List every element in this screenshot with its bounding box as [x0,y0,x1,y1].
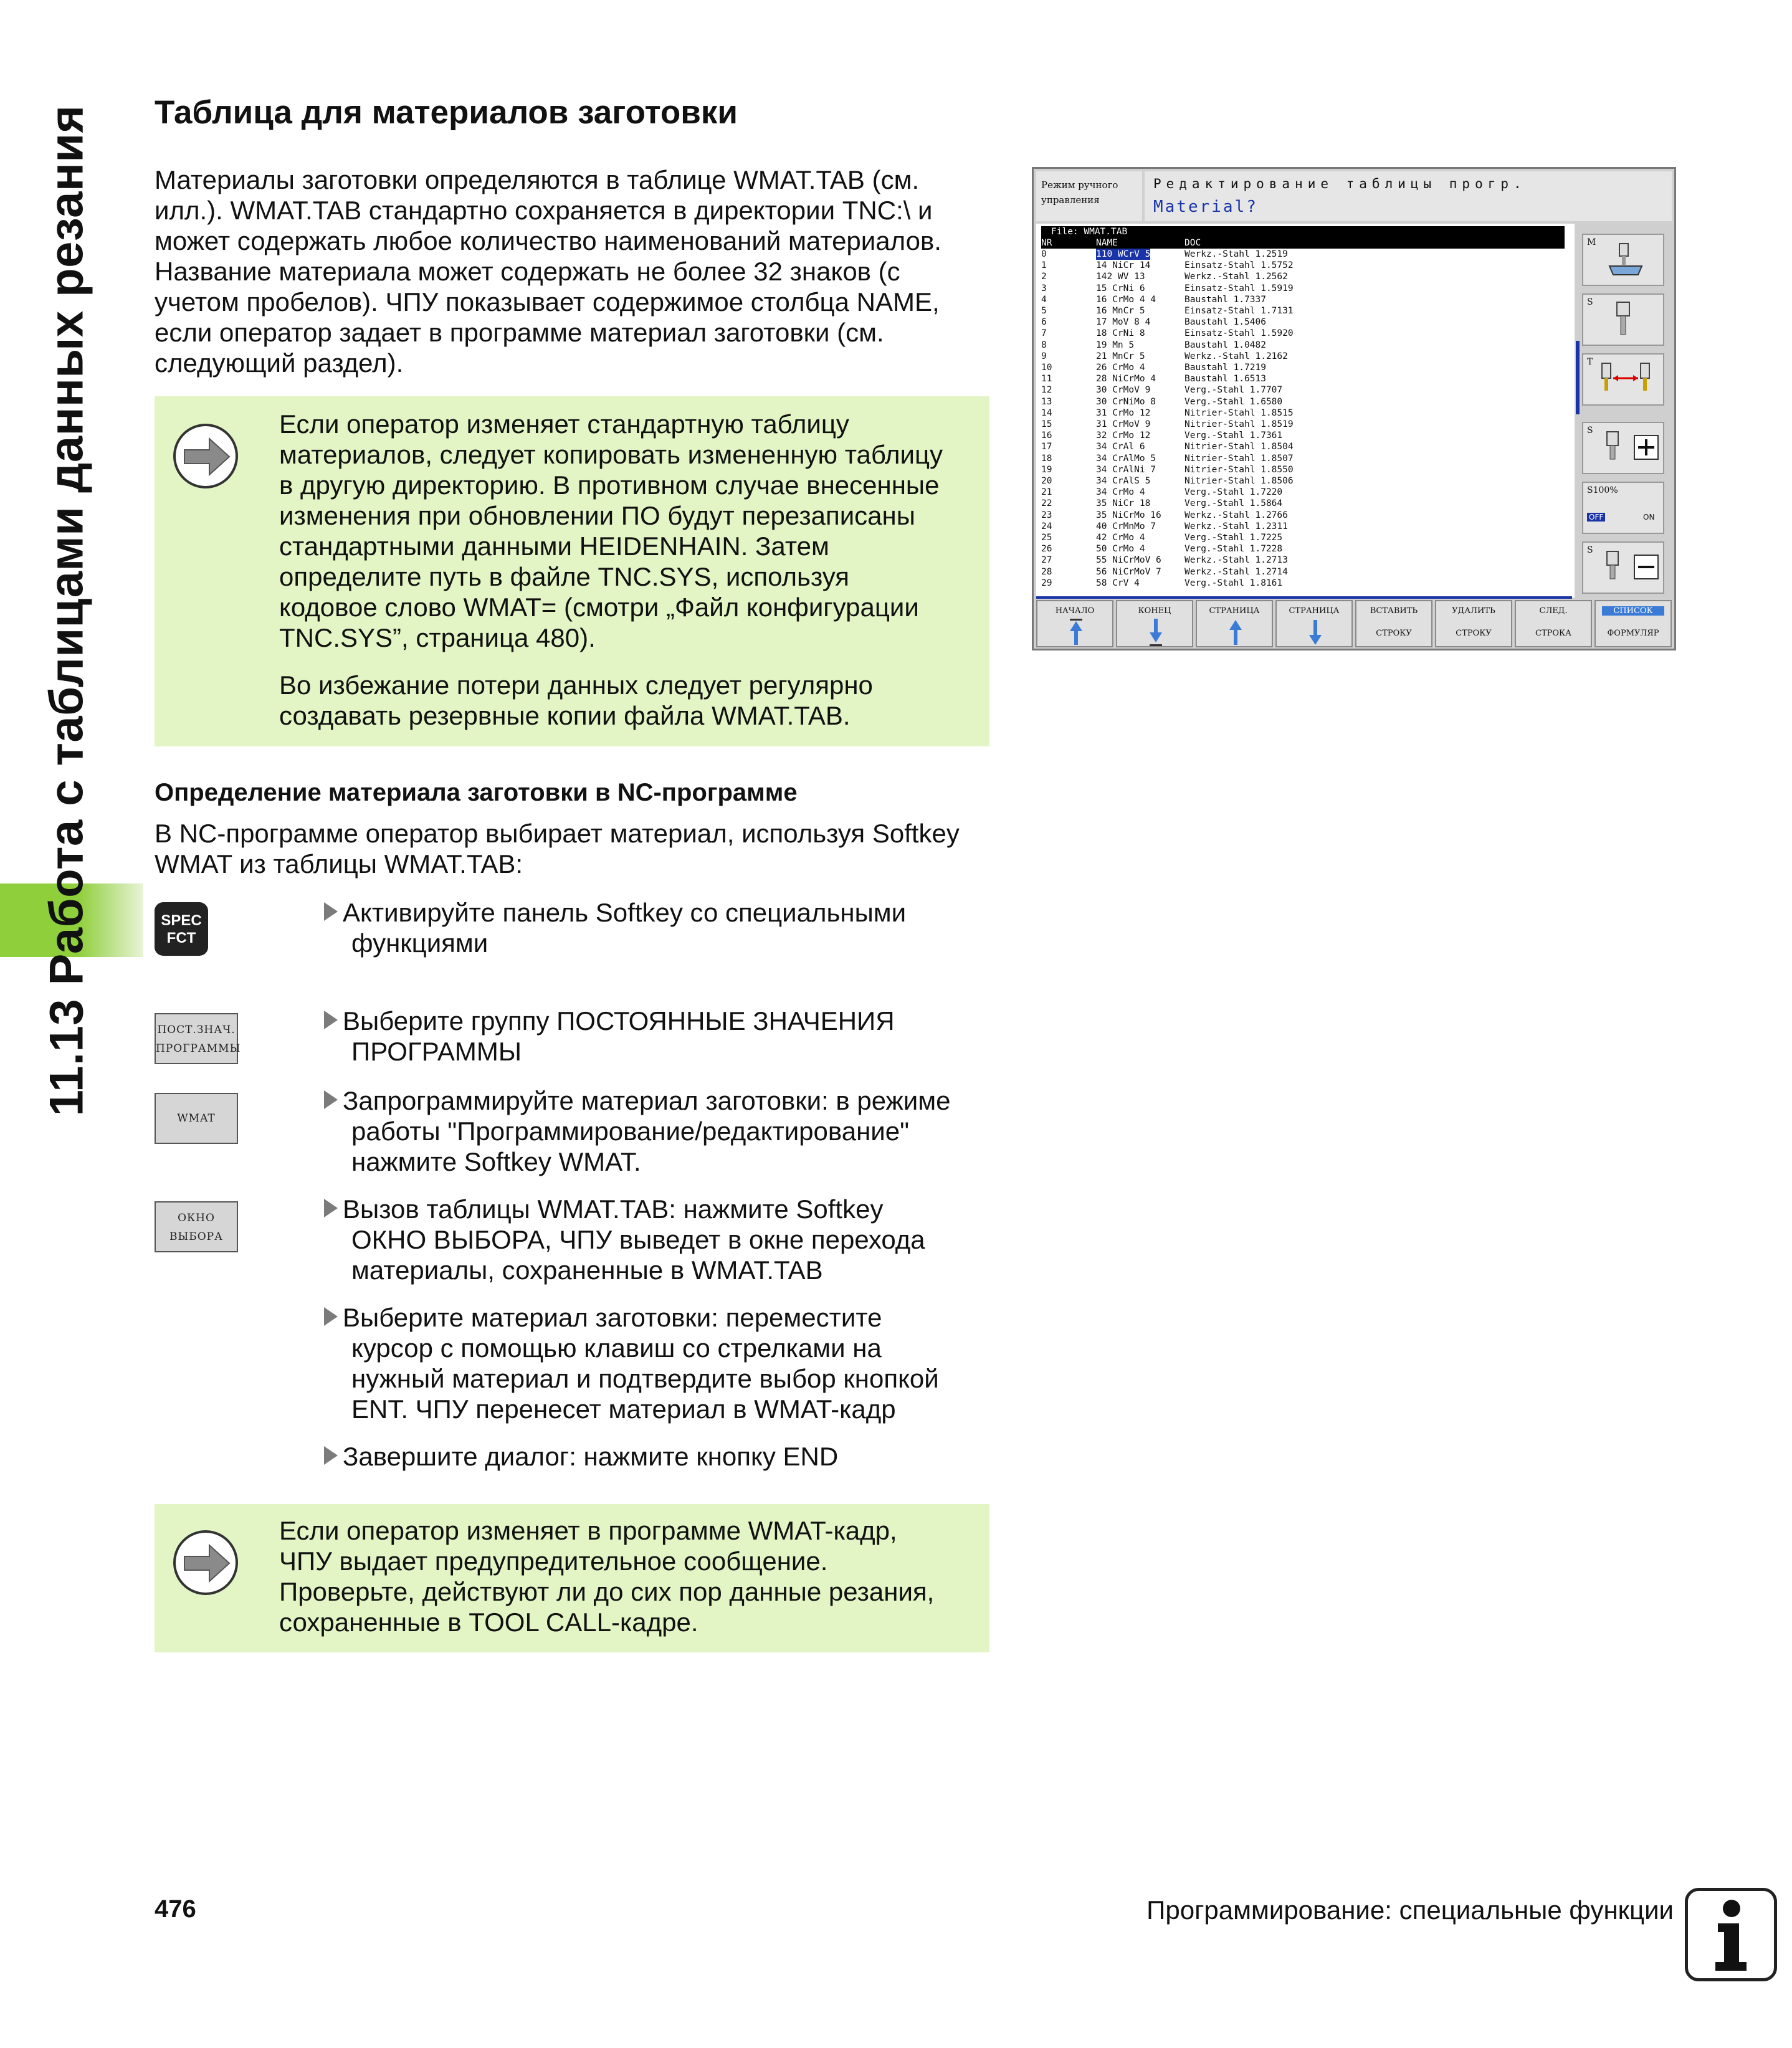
cnc-cell-name: 50 CrMo 4 [1096,544,1145,555]
cnc-cell-name: 42 CrMo 4 [1096,533,1145,543]
cnc-on-label: ON [1643,513,1655,522]
okno-vybora-softkey[interactable]: ОКНО ВЫБОРА [155,1201,238,1252]
cnc-cell-name: 30 CrNiMo 8 [1096,396,1156,407]
step-3: Запрограммируйте материал заготовки: в режиме работы "Программирование/редактирование" нажмите Softkey WMAT. [324,1085,1009,1177]
bullet-triangle-icon [324,1011,338,1029]
cnc-cell-nr: 29 [1041,578,1052,588]
cnc-cell-doc: Verg.-Stahl 1.8161 [1184,578,1283,588]
cnc-cell-nr: 2 [1041,272,1047,282]
footer-title: Программирование: специальные функции [1146,1895,1674,1925]
cnc-side-key-m[interactable]: M [1582,234,1664,286]
cnc-cell-name: 26 CrMo 4 [1096,363,1145,373]
cnc-cell-name: 32 CrMo 12 [1096,431,1151,441]
cnc-cell-doc: Werkz.-Stahl 1.2519 [1184,249,1288,259]
cnc-side-key-s-plus[interactable]: S [1582,422,1664,474]
cnc-cell-doc: Verg.-Stahl 1.7707 [1184,385,1283,396]
arrow-down-icon [1148,619,1163,646]
cnc-cell-name: 21 MnCr 5 [1096,351,1145,361]
cnc-cell-name: 34 CrAlMo 5 [1096,453,1156,464]
cnc-material-table [1036,224,1575,598]
cnc-softkey-end[interactable]: КОНЕЦ [1116,600,1193,647]
cnc-cell-doc: Baustahl 1.5406 [1184,317,1266,328]
arrow-down-icon [1308,619,1323,646]
cnc-cell-name: 55 NiCrMoV 6 [1096,555,1161,566]
cnc-cell-nr: 10 [1041,363,1052,373]
cnc-softkey-delete-row[interactable]: УДАЛИТЬ СТРОКУ [1435,600,1512,647]
cnc-cell-name: 16 CrMo 4 4 [1096,294,1156,305]
arrow-up-icon [1069,619,1084,646]
cnc-cell-nr: 28 [1041,566,1052,577]
cnc-mode-label: Режим ручного управления [1036,171,1142,221]
step-4: Вызов таблицы WMAT.TAB: нажмите Softkey ОКНО ВЫБОРА, ЧПУ выведет в окне перехода материалы, сохраненные в WMAT.TAB [324,1194,1009,1285]
cnc-cell-nr: 25 [1041,533,1052,543]
cnc-cell-doc: Werkz.-Stahl 1.2766 [1184,510,1288,520]
cnc-cell-name: 56 NiCrMoV 7 [1096,566,1161,577]
cnc-cell-name: 34 CrMo 4 [1096,487,1145,498]
cnc-cell-doc: Verg.-Stahl 1.7225 [1184,533,1283,543]
cnc-cell-doc: Verg.-Stahl 1.6580 [1184,396,1283,407]
cnc-cell-name: 28 NiCrMo 4 [1096,374,1156,384]
cnc-screen [1032,167,1676,650]
cnc-cell-doc: Werkz.-Stahl 1.2714 [1184,566,1288,577]
cnc-cell-doc: Einsatz-Stahl 1.5919 [1184,283,1294,293]
note-box-2 [155,1504,989,1652]
bullet-triangle-icon [324,1446,338,1465]
cnc-softkey-page-down[interactable]: СТРАНИЦА [1275,600,1353,647]
cnc-cell-name: 30 CrMoV 9 [1096,385,1151,396]
cnc-cell-name: 19 Mn 5 [1096,340,1135,350]
cnc-cell-name: 35 NiCr 18 [1096,498,1151,509]
cnc-cell-name: 142 WV 13 [1096,272,1145,282]
cnc-cell-nr: 14 [1041,407,1052,418]
cnc-side-key-s-minus[interactable]: S [1582,541,1664,594]
info-icon [1685,1888,1777,1981]
cnc-cell-nr: 12 [1041,385,1052,396]
cnc-cell-doc: Baustahl 1.0482 [1184,340,1266,350]
cnc-prompt: Material? [1153,198,1258,216]
cnc-cell-nr: 22 [1041,498,1052,509]
bullet-triangle-icon [324,1090,338,1109]
cnc-cell-nr: 4 [1041,294,1047,305]
cnc-cell-doc: Werkz.-Stahl 1.2562 [1184,272,1288,282]
cnc-softkey-insert-row[interactable]: ВСТАВИТЬ СТРОКУ [1355,600,1432,647]
cnc-cell-nr: 7 [1041,328,1047,339]
cnc-cell-name: 15 CrNi 6 [1096,283,1145,293]
bullet-triangle-icon [324,1307,338,1326]
cnc-cell-doc: Einsatz-Stahl 1.5920 [1184,328,1294,339]
cnc-cell-nr: 0 [1041,249,1047,259]
cnc-softkey-page-up[interactable]: СТРАНИЦА [1196,600,1273,647]
cnc-cell-nr: 18 [1041,453,1052,464]
cnc-side-indicator [1576,341,1580,414]
cnc-cell-nr: 21 [1041,487,1052,498]
cnc-cell-doc: Werkz.-Stahl 1.2713 [1184,555,1288,566]
cnc-cell-name: 18 CrNi 8 [1096,328,1145,339]
arrow-right-icon [173,424,238,488]
cnc-cell-name: 14 NiCr 14 [1096,260,1151,271]
cnc-cell-name: 34 CrAl 6 [1096,442,1145,452]
cnc-cell-doc: Einsatz-Stahl 1.5752 [1184,260,1294,271]
cnc-cell-doc: Werkz.-Stahl 1.2162 [1184,351,1288,361]
cnc-softkey-bar [1036,600,1674,647]
note-1-text: Если оператор изменяет стандартную таблицу материалов, следует копировать измененную таблицу в другую директорию. В противном случае внесенные изменения при обновлении ПО будут перезаписаны стандартными данными HEIDENHAIN. Затем определите путь в файле TNC.SYS, используя кодовое слово WMAT= (смотри „Файл конфигурации TNC.SYS”, страница 480). Во избежание потери данных следует регулярно создавать резервные копии файла WMAT.TAB. [279,409,943,730]
cnc-cell-name: 34 CrAlS 5 [1096,476,1151,486]
cnc-dialog-title: Редактирование таблицы прогр. [1153,176,1527,191]
cnc-softkey-next-row[interactable]: СЛЕД. СТРОКА [1515,600,1592,647]
cnc-cell-nr: 8 [1041,340,1047,350]
arrow-up-icon [1228,619,1243,646]
cnc-cell-doc: Nitrier-Stahl 1.8507 [1184,453,1294,464]
cnc-table-header: NR NAME DOC [1041,237,1565,249]
page-heading: Таблица для материалов заготовки [155,94,738,131]
cnc-cell-doc: Verg.-Stahl 1.7361 [1184,431,1283,441]
arrow-right-icon [173,1530,238,1595]
cnc-bottom-line [1036,596,1572,599]
cnc-cell-doc: Baustahl 1.6513 [1184,374,1266,384]
cnc-cell-nr: 6 [1041,317,1047,328]
note-2-text: Если оператор изменяет в программе WMAT-кадр, ЧПУ выдает предупредительное сообщение. Проверьте, действуют ли до сих пор данные резания, сохраненные в TOOL CALL-кадре. [279,1516,935,1637]
cnc-cell-nr: 20 [1041,476,1052,486]
cnc-cell-nr: 15 [1041,419,1052,429]
cnc-cell-doc: Nitrier-Stahl 1.8550 [1184,464,1294,475]
cnc-cell-name: 34 CrAlNi 7 [1096,464,1156,475]
cnc-cell-nr: 27 [1041,555,1052,566]
cnc-off-label: OFF [1587,513,1605,522]
cnc-cell-doc: Einsatz-Stahl 1.7131 [1184,306,1294,316]
bullet-triangle-icon [324,1199,338,1217]
step-2: Выберите группу ПОСТОЯННЫЕ ЗНАЧЕНИЯ ПРОГРАММЫ [324,1006,1009,1067]
cnc-cell-nr: 23 [1041,510,1052,520]
cnc-cell-nr: 16 [1041,431,1052,441]
cnc-cell-name: 40 CrMnMo 7 [1096,521,1156,531]
step-6: Завершите диалог: нажмите кнопку END [324,1441,1009,1472]
cnc-cell-doc: Nitrier-Stahl 1.8515 [1184,407,1294,418]
cnc-cell-doc: Nitrier-Stahl 1.8504 [1184,442,1294,452]
post-znach-softkey[interactable]: ПОСТ.ЗНАЧ. ПРОГРАММЫ [155,1013,238,1064]
intro-paragraph: Материалы заготовки определяются в таблице WMAT.TAB (см. илл.). WMAT.TAB стандартно сохраняется в директории TNC:\ и может содержать любое количество наименований материалов. Название материала может содержать не более 32 знаков (с учетом пробелов). ЧПУ показывает содержимое столбца NAME, если оператор задает в программе материал заготовки (см. следующий раздел). [155,165,941,378]
cnc-cell-doc: Nitrier-Stahl 1.8519 [1184,419,1294,429]
note-box-1 [155,396,989,746]
cnc-cell-nr: 17 [1041,442,1052,452]
cnc-cell-name: 58 CrV 4 [1096,578,1140,588]
cnc-side-key-s[interactable]: S [1582,293,1664,346]
cnc-file-bar: File: WMAT.TAB [1041,226,1565,237]
cnc-cell-doc: Baustahl 1.7219 [1184,363,1266,373]
cnc-cell-nr: 5 [1041,306,1047,316]
cnc-side-key-t[interactable]: T [1582,353,1664,406]
cnc-cell-doc: Werkz.-Stahl 1.2311 [1184,521,1288,531]
cnc-cell-nr: 3 [1041,283,1047,293]
cnc-cell-nr: 26 [1041,544,1052,555]
cnc-cell-name: 110 WCrV 5 [1096,249,1151,259]
page-number: 476 [155,1895,196,1923]
wmat-softkey[interactable]: WMAT [155,1093,238,1144]
cnc-cell-name: 17 MoV 8 4 [1096,317,1151,328]
chapter-side-title: 11.13 Работа с таблицами данных резания [40,105,93,1117]
cnc-softkey-list-form[interactable]: СПИСОК ФОРМУЛЯР [1594,600,1672,647]
cnc-cell-nr: 24 [1041,521,1052,531]
spec-fct-key[interactable]: SPEC FCT [155,902,208,956]
step-1: Активируйте панель Softkey со специальными функциями [324,897,1009,958]
cnc-side-key-spindle-override[interactable]: S100% OFF ON [1582,482,1664,534]
cnc-cell-nr: 11 [1041,374,1052,384]
bullet-triangle-icon [324,902,338,921]
cnc-dialog-header [1145,171,1672,221]
cnc-cell-doc: Verg.-Stahl 1.7220 [1184,487,1283,498]
cnc-cell-doc: Baustahl 1.7337 [1184,294,1266,305]
cnc-cell-nr: 13 [1041,396,1052,407]
cnc-side-panel [1576,224,1673,598]
section-intro: В NC-программе оператор выбирает материал, используя Softkey WMAT из таблицы WMAT.TAB: [155,819,960,879]
step-5: Выберите материал заготовки: переместите курсор с помощью клавиш со стрелками на нужный материал и подтвердите выбор кнопкой ENT. ЧПУ перенесет материал в WMAT-кадр [324,1302,1009,1424]
cnc-cell-name: 35 NiCrMo 16 [1096,510,1161,520]
cnc-cell-doc: Verg.-Stahl 1.5864 [1184,498,1283,509]
cnc-softkey-begin[interactable]: НАЧАЛО [1036,600,1113,647]
cnc-cell-doc: Verg.-Stahl 1.7228 [1184,544,1283,555]
cnc-cell-name: 31 CrMo 12 [1096,407,1151,418]
cnc-cell-name: 31 CrMoV 9 [1096,419,1151,429]
cnc-cell-nr: 9 [1041,351,1047,361]
cnc-cell-doc: Nitrier-Stahl 1.8506 [1184,476,1294,486]
cnc-cell-nr: 19 [1041,464,1052,475]
cnc-cell-name: 16 MnCr 5 [1096,306,1145,316]
section-subheading: Определение материала заготовки в NC-программе [155,779,798,806]
cnc-cell-nr: 1 [1041,260,1047,271]
